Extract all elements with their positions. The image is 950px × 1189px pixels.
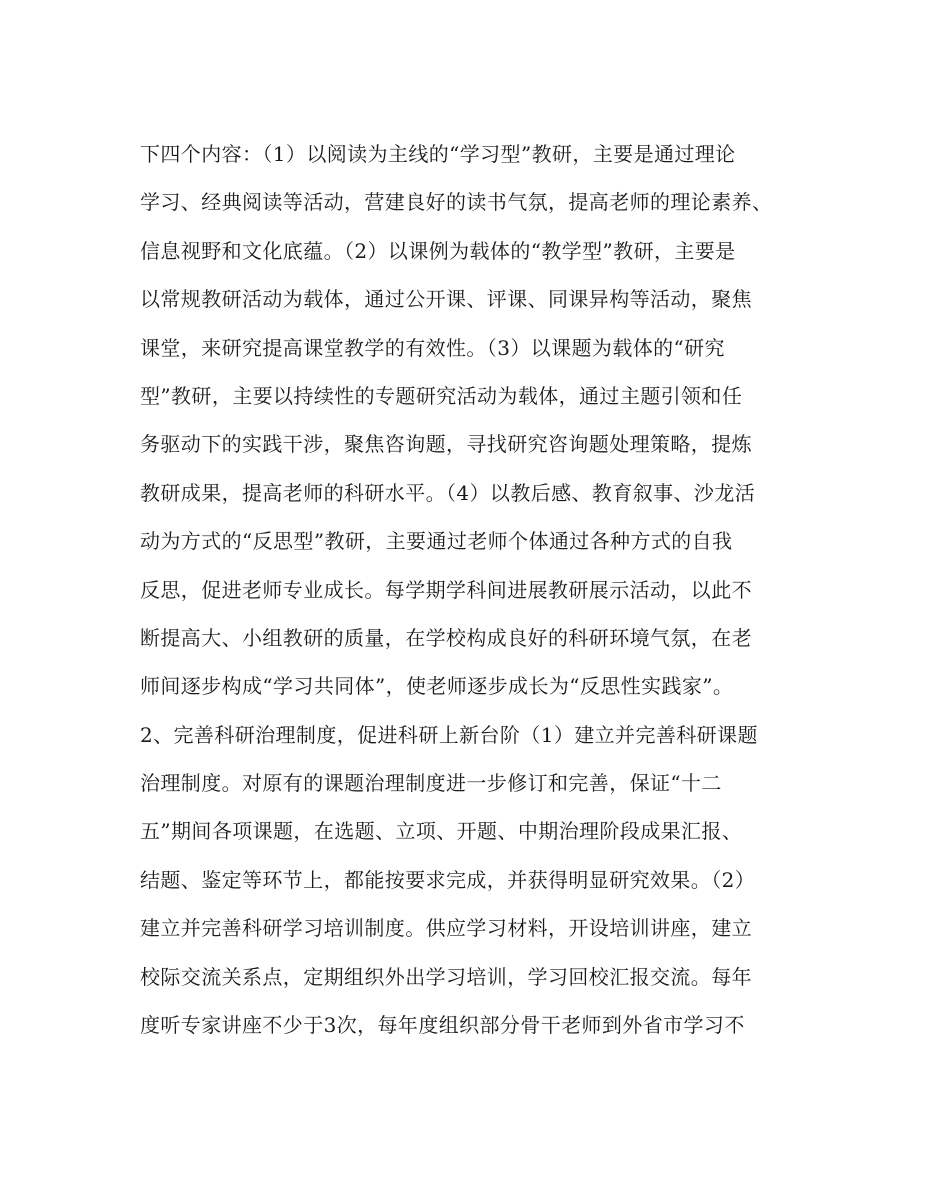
- text-line-1: 下四个内容：（1）以阅读为主线的“学习型”教研，主要是通过理论: [140, 142, 736, 166]
- text-line-9: 动为方式的“反思型”教研，主要通过老师个体通过各种方式的自我: [140, 529, 733, 554]
- text-line-19: 度听专家讲座不少于3次，每年度组织部分骨干老师到外省市学习不: [140, 1013, 745, 1038]
- text-line-18: 校际交流关系点，定期组织外出学习培训，学习回校汇报交流。每年: [140, 964, 752, 989]
- text-line-17: 建立并完善科研学习培训制度。供应学习材料，开设培训讲座，建立: [140, 916, 752, 941]
- text-line-13: 2、完善科研治理制度，促进科研上新台阶（1）建立并完善科研课题: [140, 722, 758, 747]
- text-line-11: 断提高大、小组教研的质量，在学校构成良好的科研环境气氛，在老: [140, 625, 752, 650]
- text-line-6: 型”教研，主要以持续性的专题研究活动为载体，通过主题引领和任: [140, 383, 743, 408]
- text-line-14: 治理制度。对原有的课题治理制度进一步修订和完善，保证“十二: [140, 771, 722, 796]
- text-line-7: 务驱动下的实践干涉，聚焦咨询题，寻找研究咨询题处理策略，提炼: [140, 432, 752, 457]
- text-line-5: 课堂，来研究提高课堂教学的有效性。（3）以课题为载体的“研究: [140, 335, 725, 360]
- text-line-16: 结题、鉴定等环节上，都能按要求完成，并获得明显研究效果。（2）: [140, 867, 756, 892]
- text-line-4: 以常规教研活动为载体，通过公开课、评课、同课异构等活动，聚焦: [140, 287, 752, 312]
- text-line-15: 五”期间各项课题，在选题、立项、开题、中期治理阶段成果汇报、: [140, 819, 743, 844]
- text-line-10: 反思，促进老师专业成长。每学期学科间进展教研展示活动，以此不: [140, 577, 752, 602]
- body-text: [140, 130, 820, 1049]
- text-line-3: 信息视野和文化底蕴。（2）以课例为载体的“教学型”教研，主要是: [140, 238, 736, 263]
- text-line-12: 师间逐步构成“学习共同体”，使老师逐步成长为“反思性实践家”。: [140, 674, 734, 699]
- text-line-8: 教研成果，提高老师的科研水平。（4）以教后感、教育叙事、沙龙活: [140, 480, 756, 505]
- text-line-2: 学习、经典阅读等活动，营建良好的读书气氛，提高老师的理论素养、: [140, 190, 773, 215]
